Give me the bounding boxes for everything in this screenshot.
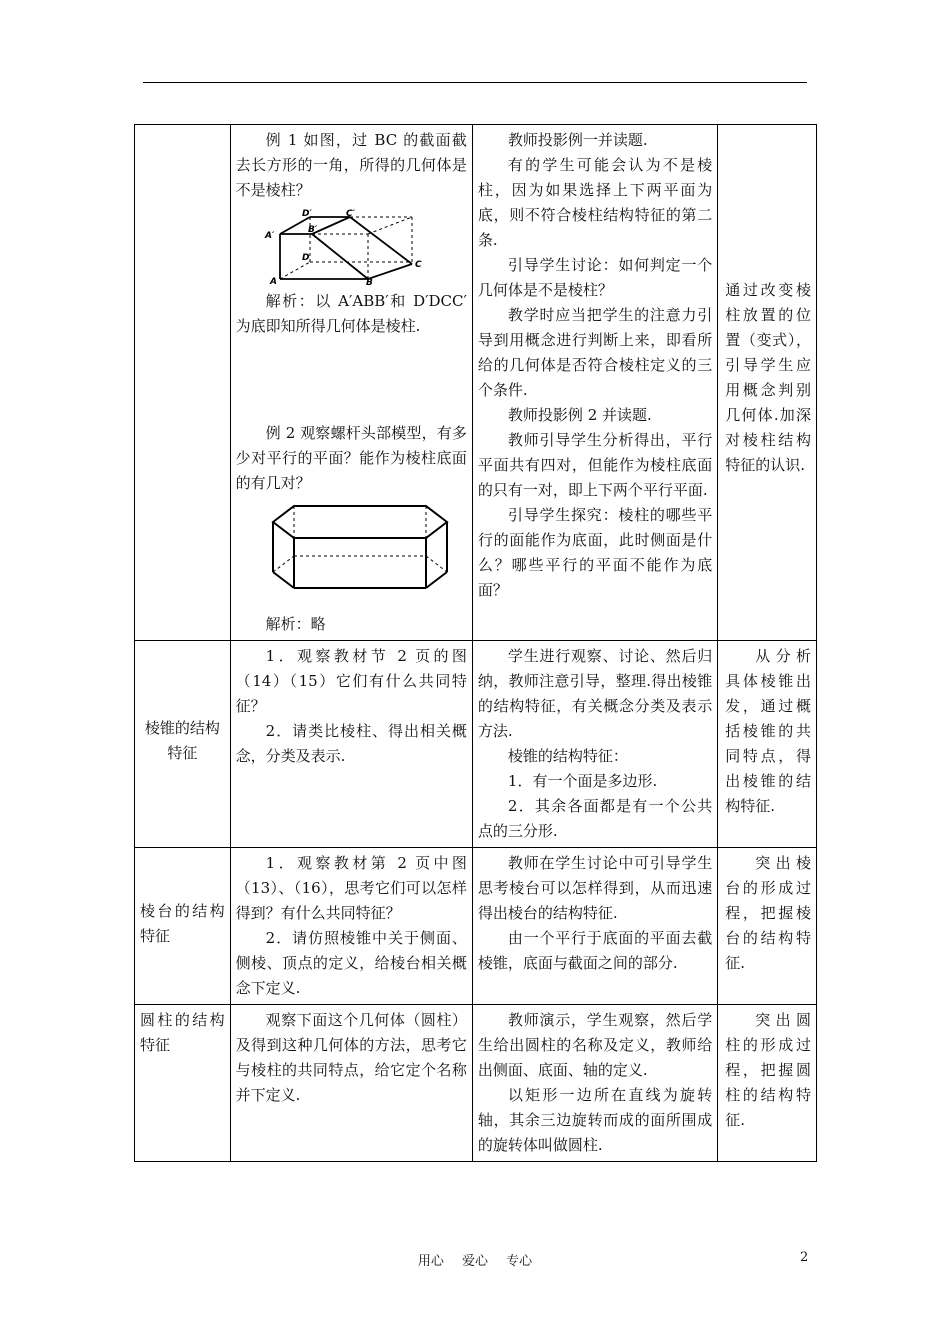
footer-word: 专心	[506, 1254, 533, 1269]
example-1-text: 例 1 如图，过 BC 的截面截去长方形的一角，所得的几何体是不是棱柱？	[235, 131, 467, 199]
footer-word: 用心	[417, 1254, 444, 1269]
table-row	[135, 125, 817, 641]
purpose-cell	[718, 1005, 817, 1162]
content-cell	[230, 848, 472, 1005]
content-cell	[230, 641, 472, 848]
activity-cell	[472, 1005, 717, 1162]
example-2-analysis: 解析：略	[265, 615, 326, 633]
purpose-cell	[718, 848, 817, 1005]
label-a: A	[269, 277, 277, 285]
label-d: D	[301, 253, 310, 263]
spacer	[236, 339, 467, 421]
content-paragraph: 2．请类比棱柱、得出相关概念，分类及表示.	[235, 722, 467, 765]
example-2-text: 例 2 观察螺杆头部模型，有多少对平行的平面？能作为棱柱底面的有几对？	[235, 424, 467, 492]
content-paragraph: 观察下面这个几何体（圆柱）及得到这种几何体的方法，思考它与棱柱的共同特点，给它定个名称并下定义.	[235, 1011, 467, 1104]
topic-cell	[135, 848, 231, 1005]
label-b-prime: B′	[307, 225, 317, 235]
activity-paragraph: 2．其余各面都是有一个公共点的三分形.	[477, 797, 713, 840]
activity-paragraph: 1．有一个面是多边形.	[507, 772, 658, 790]
truncated-box-figure	[262, 209, 442, 285]
purpose-text: 通过改变棱柱放置的位置（变式），引导学生应用概念判别几何体.加深对棱柱结构特征的认识.	[725, 281, 811, 474]
activity-cell	[472, 848, 717, 1005]
activity-paragraph: 教师在学生讨论中可引导学生思考棱台可以怎样得到，从而迅速得出棱台的结构特征.	[477, 854, 713, 922]
activity-paragraph: 引导学生探究：棱柱的哪些平行的面能作为底面，此时侧面是什么？哪些平行的平面不能作为底面？	[477, 506, 713, 599]
footer-word: 爱心	[461, 1254, 488, 1269]
example-1-analysis: 解析：以 A′ABB′和 D′DCC′为底即知所得几何体是棱柱.	[235, 292, 467, 335]
content-paragraph: 2．请仿照棱锥中关于侧面、侧棱、顶点的定义，给棱台相关概念下定义.	[235, 929, 467, 997]
topic-cell	[135, 641, 231, 848]
content-paragraph: 1．观察教材节 2 页的图（14）（15）它们有什么共同特征？	[235, 647, 467, 715]
activity-paragraph: 教师投影例 2 并读题.	[507, 406, 652, 424]
table-row	[135, 1005, 817, 1162]
purpose-cell	[718, 641, 817, 848]
activity-cell	[472, 125, 717, 641]
label-a-prime: A′	[264, 231, 275, 241]
activity-cell	[472, 641, 717, 848]
page-number: 2	[800, 1250, 809, 1265]
topic-label: 棱锥的结构特征	[144, 719, 220, 762]
content-paragraph: 1．观察教材第 2 页中图（13）、（16），思考它们可以怎样得到？有什么共同特征？	[235, 854, 467, 922]
label-d-prime: D′	[301, 209, 312, 219]
activity-paragraph: 由一个平行于底面的平面去截棱锥，底面与截面之间的部分.	[477, 929, 713, 972]
label-c: C	[414, 260, 422, 270]
topic-label: 棱台的结构特征	[140, 902, 225, 945]
header-rule	[143, 82, 807, 83]
activity-paragraph: 以矩形一边所在直线为旋转轴，其余三边旋转而成的面所围成的旋转体叫做圆柱.	[477, 1086, 713, 1154]
topic-cell	[135, 1005, 231, 1162]
purpose-text: 突出棱台的形成过程，把握棱台的结构特征.	[725, 854, 811, 972]
lesson-table	[134, 124, 817, 1162]
content-cell	[230, 125, 472, 641]
purpose-text: 从分析具体棱锥出发，通过概括棱锥的共同特点，得出棱锥的结构特征.	[725, 647, 811, 815]
purpose-cell	[718, 125, 817, 641]
label-b: B	[365, 278, 373, 285]
activity-paragraph: 引导学生讨论：如何判定一个几何体是不是棱柱？	[477, 256, 713, 299]
activity-paragraph: 教师演示，学生观察，然后学生给出圆柱的名称及定义，教师给出侧面、底面、轴的定义.	[477, 1011, 713, 1079]
activity-paragraph: 教学时应当把学生的注意力引导到用概念进行判断上来，即看所给的几何体是否符合棱柱定义的三个条件.	[477, 306, 713, 399]
topic-cell	[135, 125, 231, 641]
table-row	[135, 848, 817, 1005]
activity-paragraph: 教师引导学生分析得出，平行平面共有四对，但能作为棱柱底面的只有一对，即上下两个平行平面.	[477, 431, 713, 499]
label-c-prime: C′	[345, 209, 355, 219]
activity-paragraph: 棱锥的结构特征：	[507, 747, 628, 765]
content-cell	[230, 1005, 472, 1162]
table-row	[135, 641, 817, 848]
activity-paragraph: 有的学生可能会认为不是棱柱，因为如果选择上下两平面为底，则不符合棱柱结构特征的第二条.	[477, 156, 713, 249]
activity-paragraph: 学生进行观察、讨论、然后归纳，教师注意引导，整理.得出棱锥的结构特征，有关概念分类及表示方法.	[477, 647, 713, 740]
purpose-text: 突出圆柱的形成过程，把握圆柱的结构特征.	[725, 1011, 811, 1129]
topic-label: 圆柱的结构特征	[140, 1011, 225, 1054]
hexagonal-prism-figure	[270, 502, 450, 594]
activity-paragraph: 教师投影例一并读题.	[507, 131, 648, 149]
